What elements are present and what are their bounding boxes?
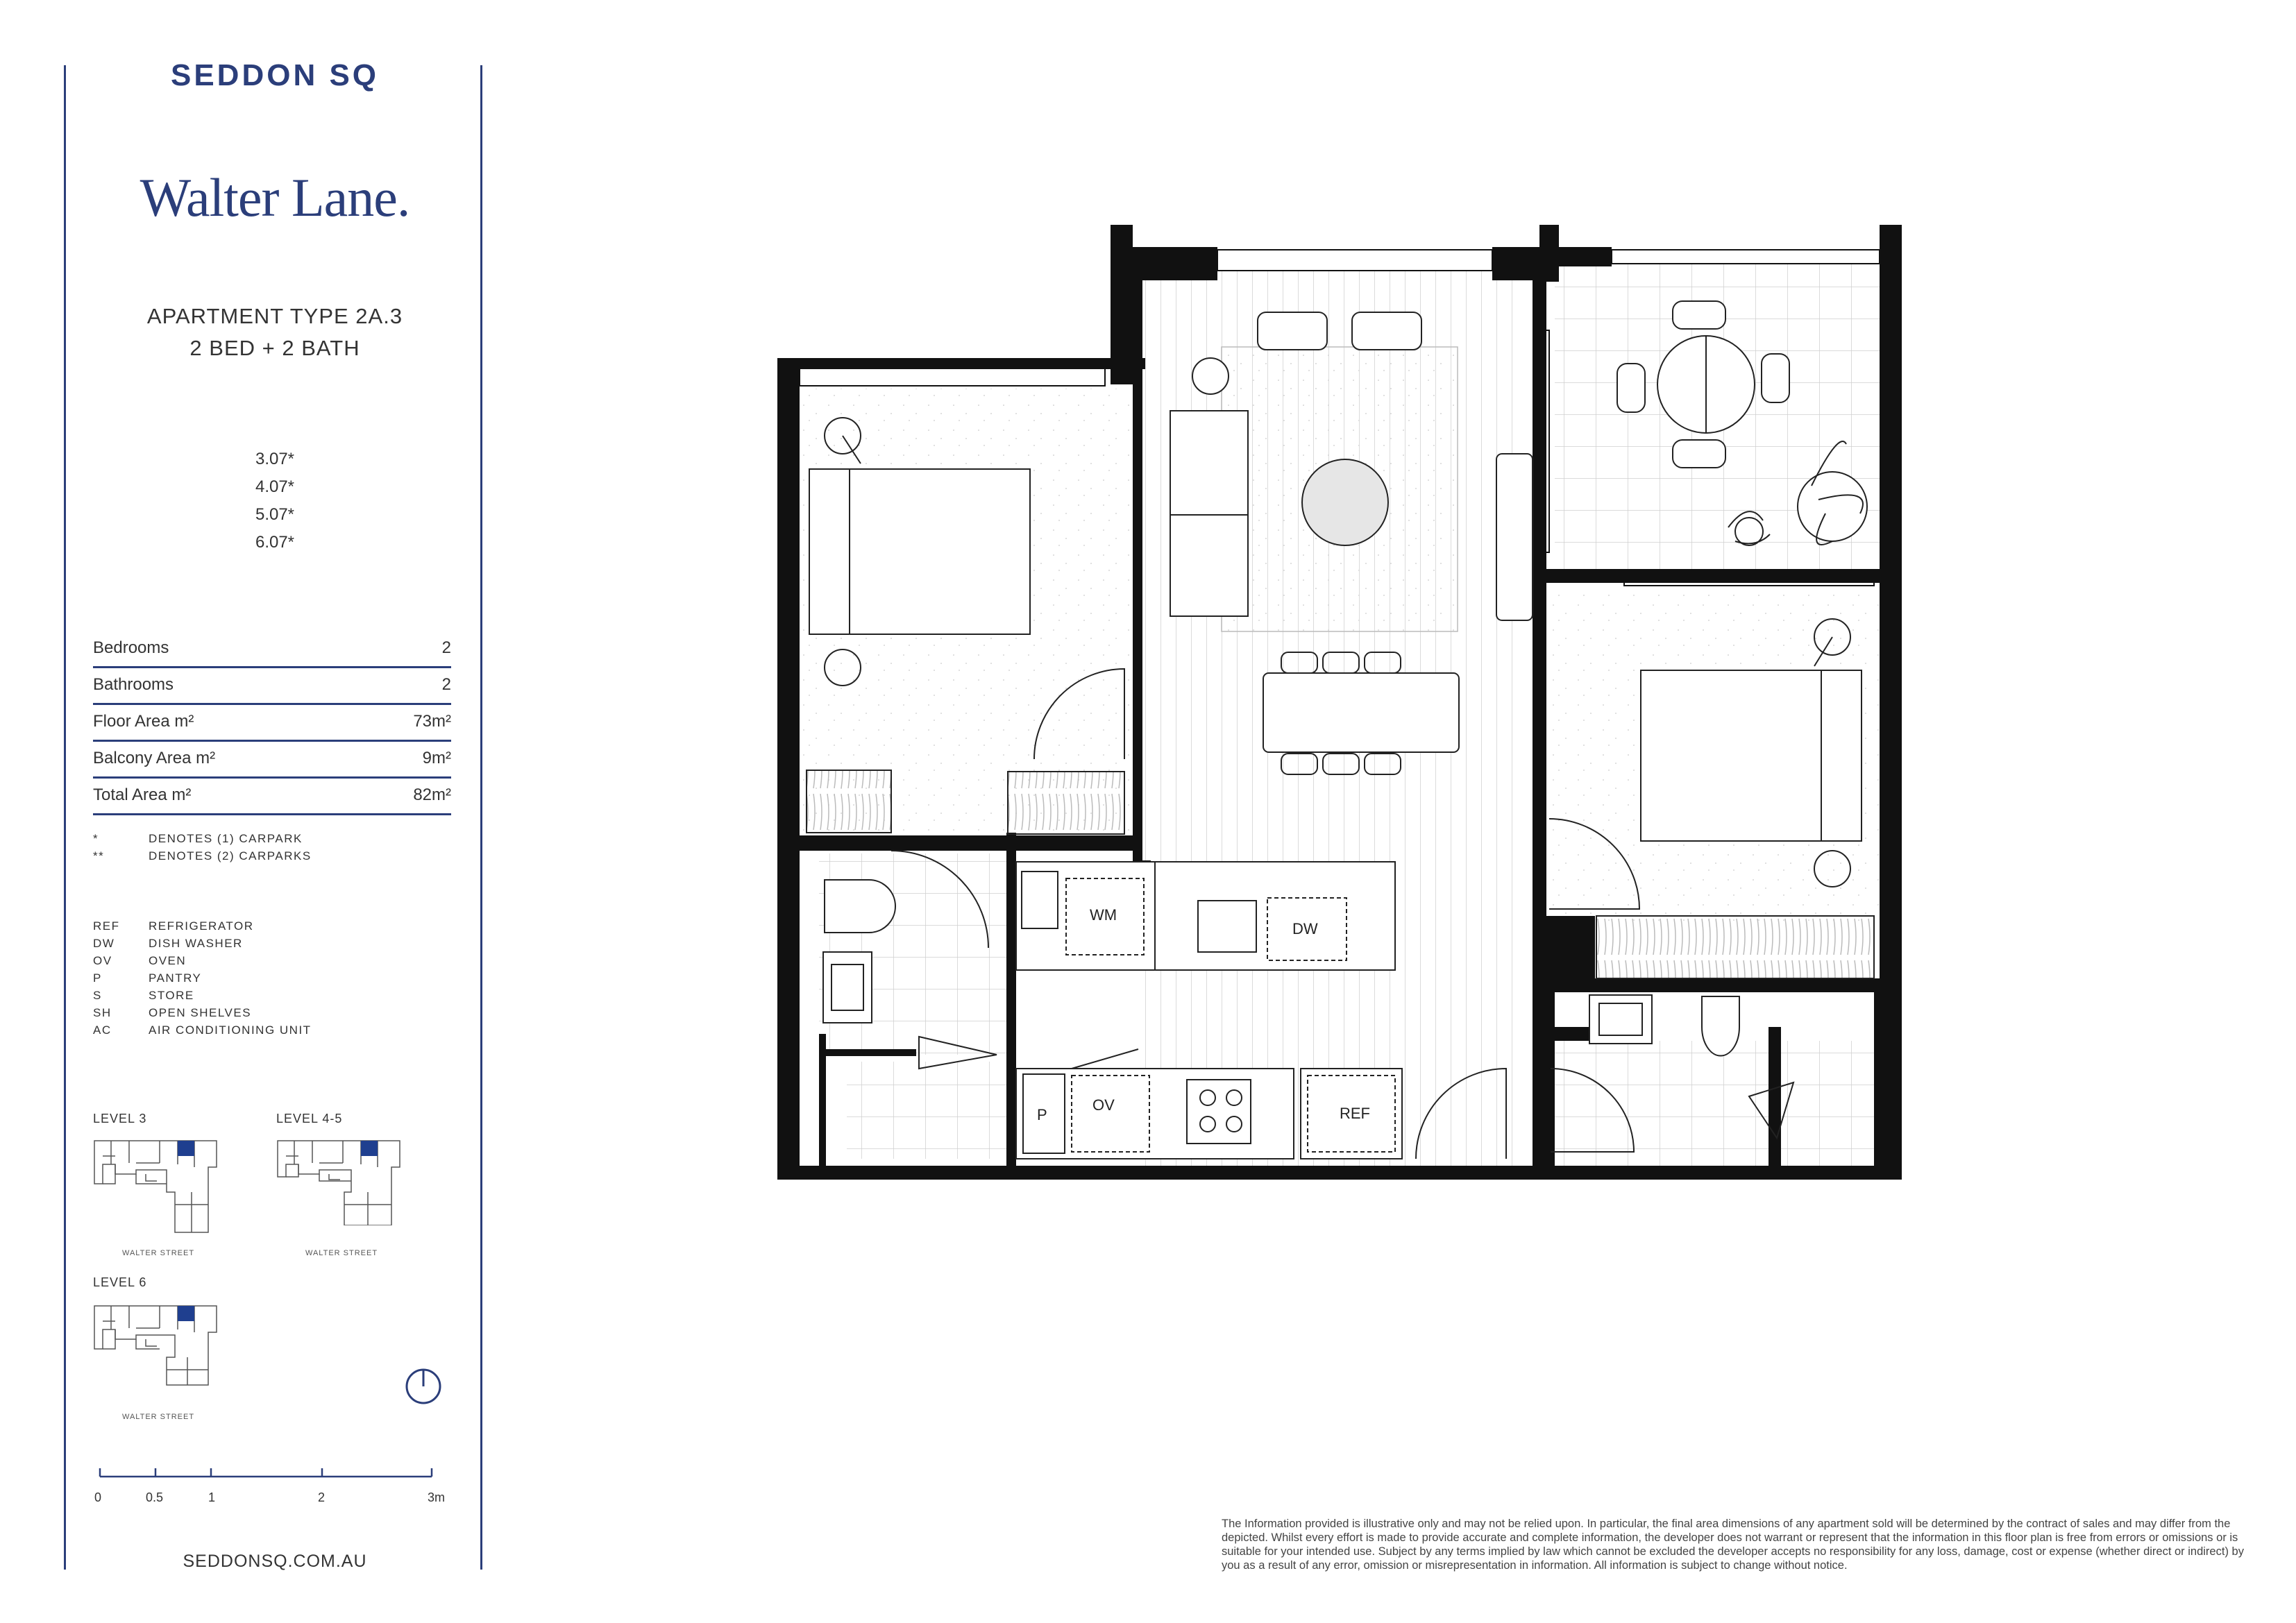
area-row bbox=[93, 705, 451, 742]
area-value: 82m² bbox=[413, 785, 451, 804]
scale-bar bbox=[97, 1464, 437, 1481]
unit-number: 4.07* bbox=[255, 477, 295, 496]
unit-highlight bbox=[178, 1306, 194, 1321]
plan-label-ov: OV bbox=[1092, 1096, 1115, 1114]
legend-text: AIR CONDITIONING UNIT bbox=[149, 1023, 312, 1037]
unit-number: 6.07* bbox=[255, 533, 295, 552]
key-plan-label: LEVEL 6 bbox=[93, 1275, 147, 1289]
area-value: 73m² bbox=[413, 712, 451, 731]
area-table bbox=[93, 631, 451, 815]
legend-key: AC bbox=[93, 1023, 112, 1037]
street-label: WALTER STREET bbox=[122, 1249, 195, 1257]
note-key: ** bbox=[93, 849, 105, 863]
legend-text: OVEN bbox=[149, 954, 187, 967]
legend-text: STORE bbox=[149, 989, 194, 1002]
scale-label: 3m bbox=[428, 1490, 446, 1504]
north-arrow-icon bbox=[404, 1367, 443, 1406]
unit-number: 5.07* bbox=[255, 505, 295, 524]
unit-number: 3.07* bbox=[255, 450, 295, 468]
area-row-total bbox=[93, 779, 451, 815]
unit-highlight bbox=[361, 1141, 378, 1156]
area-row bbox=[93, 742, 451, 779]
apartment-type: APARTMENT TYPE 2A.3 bbox=[146, 304, 403, 328]
street-label: WALTER STREET bbox=[122, 1413, 195, 1421]
legend-key: P bbox=[93, 971, 102, 985]
legend-key: S bbox=[93, 989, 102, 1002]
bathroom-tiles bbox=[1548, 1041, 1881, 1173]
unit-highlight bbox=[178, 1141, 194, 1156]
legend-key: DW bbox=[93, 937, 115, 950]
legend-text: OPEN SHELVES bbox=[149, 1006, 252, 1019]
key-plan-level-4-5 bbox=[273, 1135, 412, 1225]
key-plan-level-3 bbox=[90, 1135, 229, 1239]
note-key: * bbox=[93, 832, 99, 845]
area-value: 9m² bbox=[422, 749, 451, 767]
sidebar-left-rule bbox=[64, 65, 66, 1570]
legend-text: PANTRY bbox=[149, 971, 202, 985]
scale-label: 2 bbox=[318, 1490, 326, 1504]
street-label: WALTER STREET bbox=[305, 1249, 378, 1257]
area-label: Bathrooms bbox=[93, 675, 174, 694]
legend-key: REF bbox=[93, 919, 120, 933]
scale-label: 0 bbox=[94, 1490, 102, 1504]
area-row bbox=[93, 668, 451, 705]
key-plan-level-6 bbox=[90, 1300, 229, 1391]
project-title: Walter Lane. bbox=[140, 167, 410, 228]
plan-label-wm: WM bbox=[1090, 906, 1117, 924]
area-label: Balcony Area m² bbox=[93, 749, 216, 767]
area-label: Floor Area m² bbox=[93, 712, 194, 731]
website-link[interactable]: SEDDONSQ.COM.AU bbox=[183, 1552, 367, 1571]
legend-key: OV bbox=[93, 954, 112, 967]
key-plan-label: LEVEL 4-5 bbox=[276, 1112, 343, 1125]
plan-label-ref: REF bbox=[1340, 1105, 1370, 1122]
area-value: 2 bbox=[441, 675, 451, 694]
area-label: Bedrooms bbox=[93, 638, 169, 657]
note-text: DENOTES (1) CARPARK bbox=[149, 832, 303, 845]
sidebar-right-rule bbox=[480, 65, 482, 1570]
legend-text: DISH WASHER bbox=[149, 937, 243, 950]
plan-label-dw: DW bbox=[1292, 920, 1318, 937]
apartment-summary: 2 BED + 2 BATH bbox=[189, 336, 360, 360]
floor-plan bbox=[770, 219, 1909, 1191]
area-row bbox=[93, 631, 451, 668]
scale-label: 1 bbox=[208, 1490, 216, 1504]
key-plan-label: LEVEL 3 bbox=[93, 1112, 147, 1125]
area-value: 2 bbox=[441, 638, 451, 657]
brand-logo: SEDDON SQ bbox=[170, 58, 380, 92]
legal-disclaimer: The Information provided is illustrative only and may not be relied upon. In particular, the final area dimensions of any apartment sold will be determined by the contract of sales and may differ from the depicted. Whilst every effort is made to provide accurate and complete information, the developer does not warrant or represent that the information in this floor plan is free from errors or omissions or is suitable for your intended use. Subject by any terms implied by law which cannot be excluded the developer accepts no responsibility for any loss, damage, cost or expense (whether direct or indirect) by you as a result of any error, omission or misrepresentation in information. All information is subject to change without notice. bbox=[1222, 1518, 2244, 1572]
note-text: DENOTES (2) CARPARKS bbox=[149, 849, 312, 863]
legend-key: SH bbox=[93, 1006, 112, 1019]
legend-text: REFRIGERATOR bbox=[149, 919, 254, 933]
area-label: Total Area m² bbox=[93, 785, 192, 804]
plan-label-p: P bbox=[1037, 1106, 1047, 1123]
unit-list bbox=[67, 445, 483, 556]
ensuite-shower-tiles bbox=[847, 1062, 1006, 1159]
scale-label: 0.5 bbox=[146, 1490, 164, 1504]
